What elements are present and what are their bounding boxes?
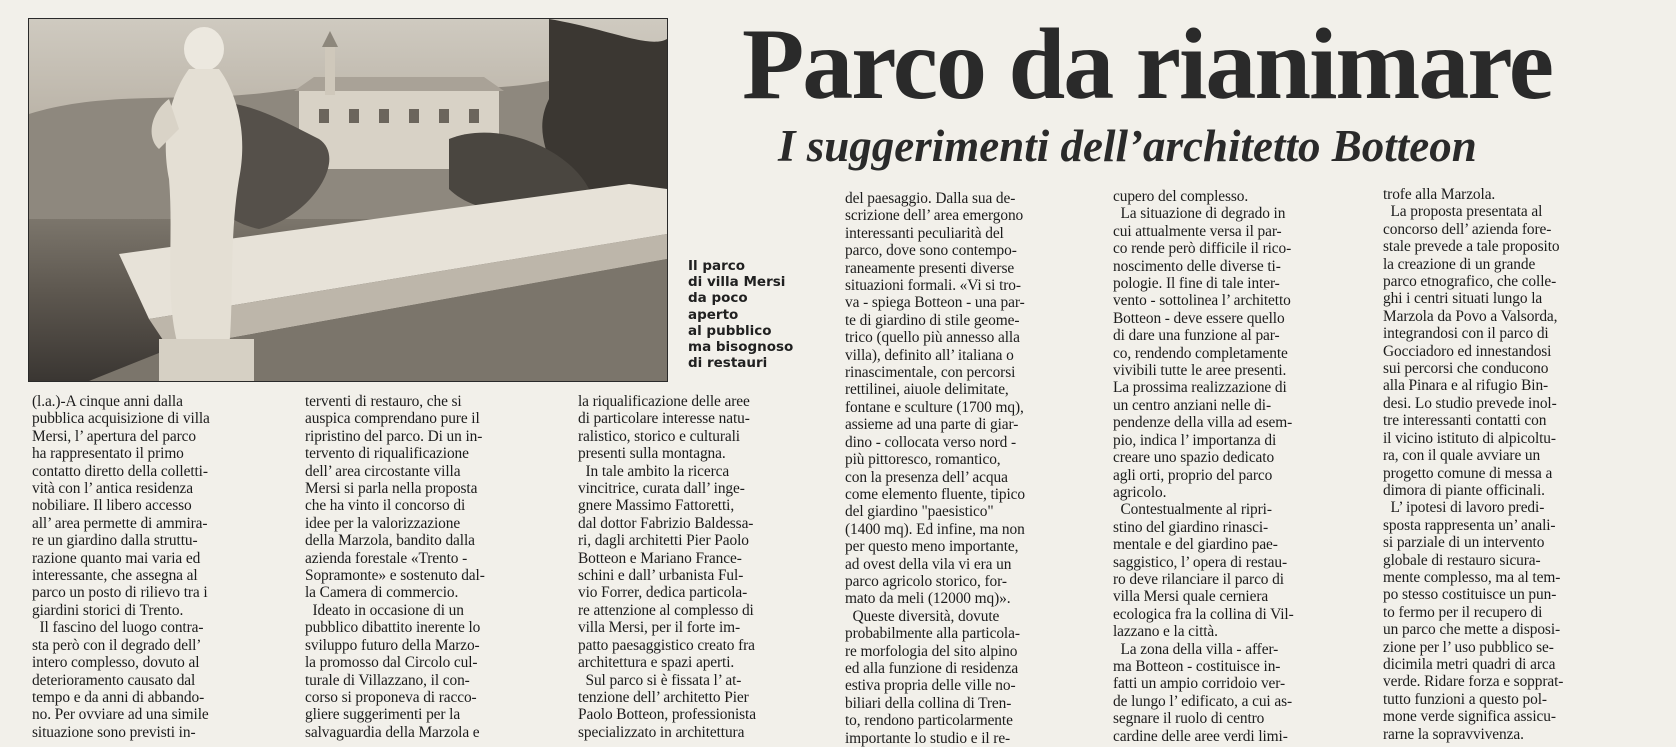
article-column-1: (l.a.)-A cinque anni dalla pubblica acquisizione di villa Mersi, l’ apertura del parco ha rappresentato il primo contatto diretto della colletti- vità con l’ antica residenza nobiliare. Il libero accesso all’ area permette di ammira- re un giardino dalla struttu- razione quanto mai varia ed interessante, che assegna al parco un posto di rilievo tra i giardini storici di Trento. Il fascino del luogo contra- sta però con il degrado dell’ intero complesso, dovuto al deterioramento causato dal tempo e da anni di abbando- no. Per ovviare ad una simile situazione sono previsti in- [32, 393, 210, 741]
article-column-5: cupero del complesso. La situazione di degrado in cui attualmente versa il par- co rende però difficile il rico- noscimento delle diverse ti- pologie. Il fine di tale inter- vento - sottolinea l’ architetto Botteon - deve essere quello di dare una funzione al par- co, rendendo completamente vivibili tutte le aree presenti. La prossima realizzazione di un centro anziani nelle di- pendenze della villa ad esem- pio, indica l’ importanza di creare uno spazio dedicato agli orti, proprio del parco agricolo. Contestualmente al ripri- stino del giardino rinasci- mentale e del giardino pae- saggistico, l’ opera di restau- ro deve rilanciare il parco di villa Mersi quale cerniera ecologica fra la collina di Vil- lazzano e la città. La zona della villa - affer- ma Botteon - costituisce in- fatti un ampio corridoio ver- de lungo l’ edificato, a cui as- segnare il ruolo di centro cardine delle aree verdi limi- [1113, 188, 1294, 745]
article-column-3: la riqualificazione delle aree di particolare interesse natu- ralistico, storico e culturali presenti sulla montagna. In tale ambito la ricerca vincitrice, curata dall’ inge- gnere Massimo Fattoretti, dal dottor Fabrizio Baldessa- ri, dagli architetti Pier Paolo Botteon e Mariano France- schini e dall’ urbanista Ful- vio Forrer, dedica particola- re attenzione al complesso di villa Mersi, per il forte im- patto paesaggistico creato fra architettura e spazi aperti. Sul parco si è fissata l’ at- tenzione dell’ architetto Pier Paolo Botteon, professionista specializzato in architettura [578, 393, 756, 741]
article-column-4: del paesaggio. Dalla sua de- scrizione dell’ area emergono interessanti peculiarità del parco, dove sono contempo- raneamente presenti diverse situazioni formali. «Vi si tro- va - spiega Botteon - una par- te di giardino di stile geome- trico (quello più annesso alla villa), definito all’ italiana o rinascimentale, con percorsi rettilinei, aiuole delimitate, fontane e sculture (1700 mq), assieme ad una parte di giar- dino - collocata verso nord - più pittoresco, romantico, con la presenza dell’ acqua come elemento fluente, tipico del giardino "paesistico" (1400 mq). Ed infine, ma non per questo meno importante, ad ovest della vila vi era un parco agricolo storico, for- mato da meli (12000 mq)». Queste diversità, dovute probabilmente alla particola- re morfologia del sito alpino ed alla funzione di residenza estiva propria delle ville no- biliari della collina di Tren- to, rendono particolarmente importante lo studio e il re- [845, 190, 1026, 747]
park-photo-illustration [29, 19, 667, 381]
photo-caption: Il parco di villa Mersi da poco aperto al pubblico ma bisognoso di restauri [688, 258, 794, 372]
article-headline: Parco da rianimare [742, 8, 1553, 121]
article-column-6: trofe alla Marzola. La proposta presentata al concorso dell’ azienda fore- stale prevede a tale proposito la creazione di un grande parco etnografico, che colle- ghi i centri situati lungo la Marzola da Povo a Valsorda, integrandosi con il parco di Gocciadoro ed innestandosi sui percorsi che conducono alla Pinara e al rifugio Bin- desi. Lo studio prevede inol- tre interessanti contatti con il vicino istituto di alpicoltu- ra, con il quale avviare un progetto comune di messa a dimora di piante officinali. L’ ipotesi di lavoro predi- sposta rappresenta un’ anali- si parziale di un intervento globale di restauro sicura- mente complesso, ma al tem- po stesso costituisce un pun- to fermo per il recupero di un parco che mette a disposi- zione per l’ uso pubblico se- dicimila metri quadri di arca verde. Ridare forza e sopprat- tutto funzioni a questo pol- mone verde significa assicu- rarne la sopravvivenza. [1383, 186, 1564, 743]
article-column-2: terventi di restauro, che si auspica comprendano pure il ripristino del parco. Di un in- tervento di riqualificazione dell’ area circostante villa Mersi si parla nella proposta che ha vinto il concorso di idee per la valorizzazione della Marzola, bandito dalla azienda forestale «Trento - Sopramonte» e sostenuto dal- la Camera di commercio. Ideato in occasione di un pubblico dibattito inerente lo sviluppo futuro della Marzo- la promosso dal Circolo cul- turale di Villazzano, il con- corso si proponeva di racco- gliere suggerimenti per la salvaguardia della Marzola e [305, 393, 485, 741]
article-photo [28, 18, 668, 382]
article-subheadline: I suggerimenti dell’architetto Botteon [778, 121, 1477, 171]
